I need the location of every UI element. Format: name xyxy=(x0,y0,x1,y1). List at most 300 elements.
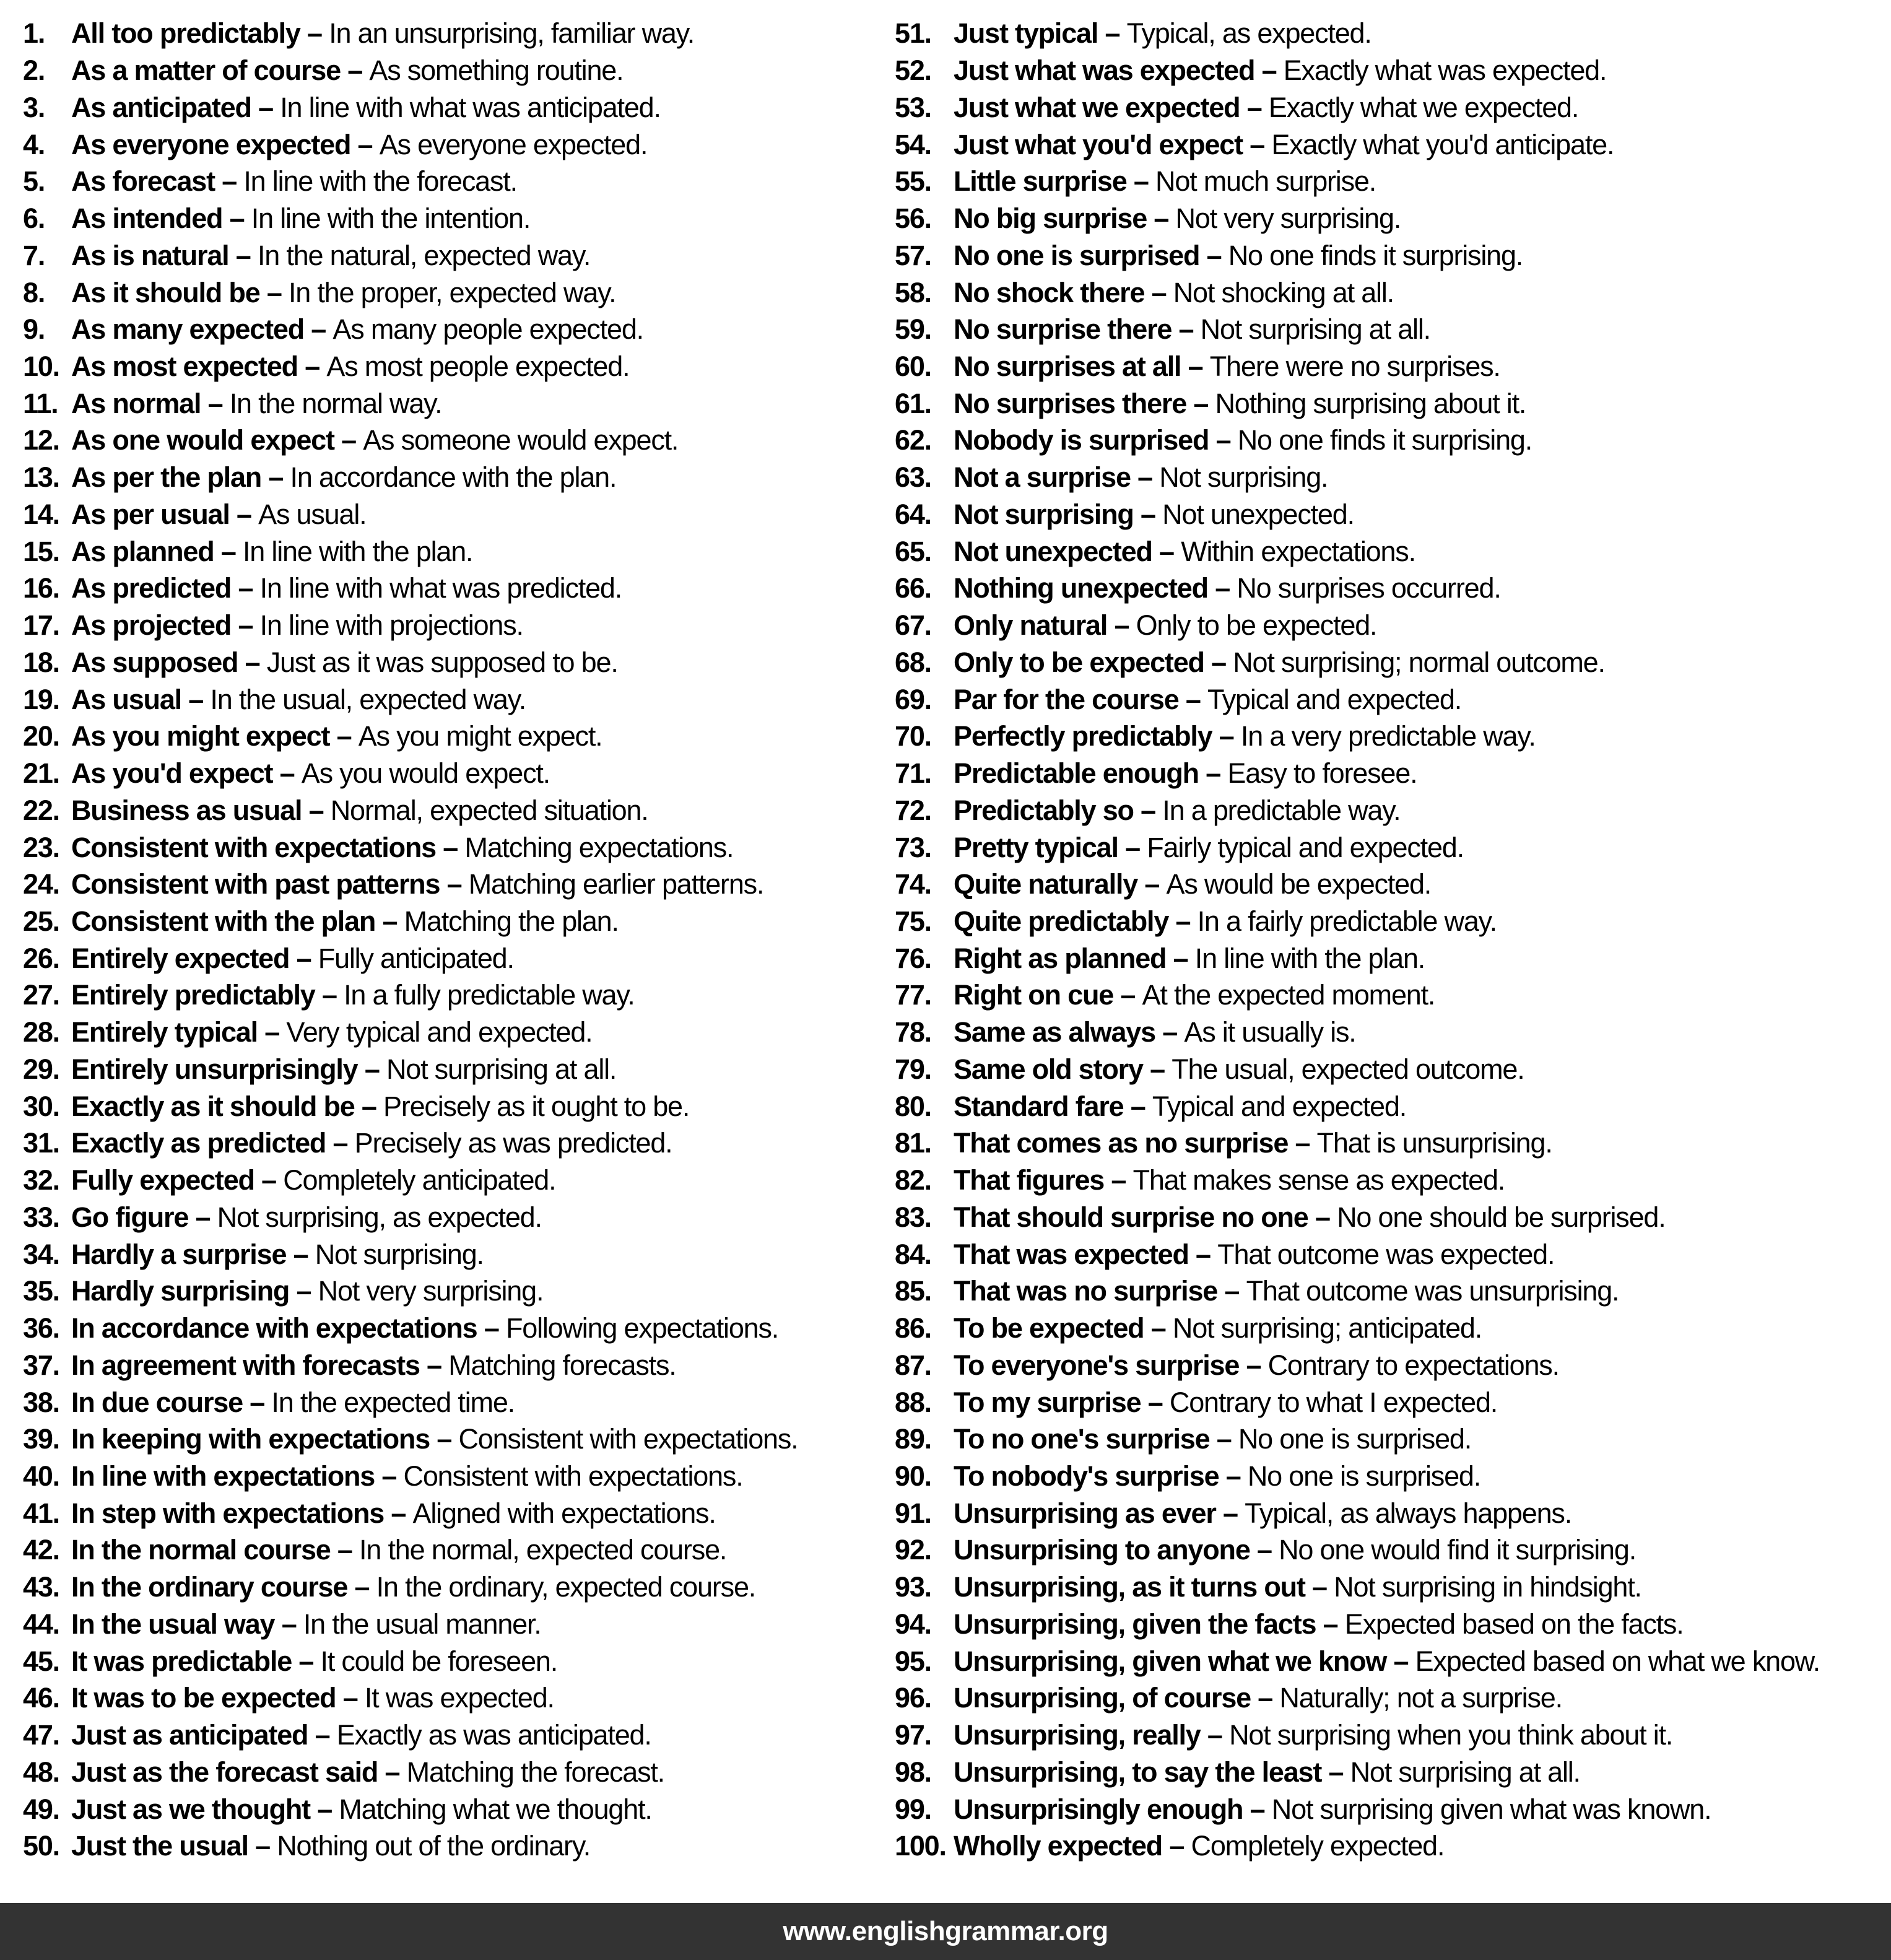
item-text xyxy=(71,1092,689,1120)
item-definition: Nothing surprising about it. xyxy=(1215,387,1526,419)
list-item xyxy=(23,1125,798,1162)
item-separator: – xyxy=(1219,1460,1248,1492)
item-text xyxy=(71,944,514,972)
item-number: 4. xyxy=(23,128,45,160)
item-text xyxy=(954,1277,1619,1305)
item-phrase: As you might expect xyxy=(71,720,330,752)
item-phrase: Unsurprisingly enough xyxy=(954,1793,1243,1825)
item-separator: – xyxy=(1321,1756,1350,1788)
item-definition: In line with the intention. xyxy=(251,203,531,235)
item-separator: – xyxy=(326,1127,355,1159)
list-item xyxy=(895,903,1820,940)
item-phrase: In the usual way xyxy=(71,1608,275,1640)
item-number: 52. xyxy=(895,54,931,87)
item-definition: Not surprising given what was known. xyxy=(1271,1793,1711,1825)
item-text xyxy=(71,1425,798,1453)
item-number: 20. xyxy=(23,720,59,752)
item-definition: Just as it was supposed to be. xyxy=(266,646,618,678)
item-separator: – xyxy=(1239,1349,1268,1381)
item-text xyxy=(71,1758,664,1786)
item-phrase: In step with expectations xyxy=(71,1497,385,1529)
footer-website-text: www.englishgrammar.org xyxy=(783,1916,1108,1946)
item-definition: Not surprising in hindsight. xyxy=(1334,1571,1641,1603)
item-number: 28. xyxy=(23,1016,59,1048)
item-text xyxy=(71,796,648,824)
list-item xyxy=(895,643,1820,681)
item-definition: Not surprising. xyxy=(1159,461,1328,494)
item-text xyxy=(71,907,619,935)
list-item xyxy=(895,718,1820,755)
item-text xyxy=(954,387,1526,419)
item-number: 49. xyxy=(23,1793,59,1825)
item-separator: – xyxy=(354,1090,383,1122)
item-text xyxy=(71,387,442,419)
item-definition: Typical, as always happens. xyxy=(1245,1497,1572,1529)
list-item xyxy=(895,1235,1820,1273)
list-item xyxy=(23,791,798,829)
item-phrase: Consistent with expectations xyxy=(71,831,436,863)
item-number: 14. xyxy=(23,498,59,530)
item-phrase: Perfectly predictably xyxy=(954,720,1212,752)
item-text xyxy=(71,1795,652,1823)
item-separator: – xyxy=(1107,609,1136,642)
item-text xyxy=(954,535,1415,567)
item-definition: That outcome was expected. xyxy=(1217,1238,1555,1270)
list-item xyxy=(895,52,1820,89)
item-separator: – xyxy=(238,646,267,678)
item-text xyxy=(954,54,1607,87)
item-separator: – xyxy=(214,535,243,567)
item-number: 85. xyxy=(895,1275,931,1307)
item-phrase: Unsurprising, really xyxy=(954,1719,1201,1751)
list-item xyxy=(895,533,1820,570)
item-number: 74. xyxy=(895,868,931,900)
item-phrase: As per the plan xyxy=(71,461,262,494)
item-separator: – xyxy=(1166,942,1195,974)
item-number: 31. xyxy=(23,1127,59,1159)
item-phrase: Par for the course xyxy=(954,683,1179,715)
item-separator: – xyxy=(1207,572,1237,604)
item-text xyxy=(954,1499,1571,1527)
item-definition: Not surprising when you think about it. xyxy=(1229,1719,1673,1751)
item-separator: – xyxy=(329,720,359,752)
item-text xyxy=(954,426,1532,454)
item-separator: – xyxy=(315,979,344,1011)
item-phrase: That was expected xyxy=(954,1238,1189,1270)
list-item xyxy=(23,1421,798,1458)
item-definition: Matching expectations. xyxy=(464,831,734,863)
list-item xyxy=(895,126,1820,163)
item-text xyxy=(954,1166,1505,1194)
list-item xyxy=(23,1273,798,1310)
item-text xyxy=(954,1647,1820,1675)
item-phrase: Not surprising xyxy=(954,498,1134,530)
item-definition: Not surprising; normal outcome. xyxy=(1233,646,1605,678)
item-definition: No surprises occurred. xyxy=(1237,572,1501,604)
item-text xyxy=(71,683,526,715)
item-text xyxy=(954,239,1523,271)
list-item xyxy=(895,1421,1820,1458)
item-definition: Fairly typical and expected. xyxy=(1147,831,1464,863)
list-item xyxy=(895,1273,1820,1310)
item-phrase: In due course xyxy=(71,1386,243,1418)
item-separator: – xyxy=(1178,683,1207,715)
item-phrase: No surprise there xyxy=(954,313,1172,346)
item-phrase: Entirely typical xyxy=(71,1016,258,1048)
item-separator: – xyxy=(248,1830,277,1862)
item-separator: – xyxy=(286,1238,315,1270)
item-number: 78. xyxy=(895,1016,931,1048)
item-number: 58. xyxy=(895,276,931,308)
item-text xyxy=(954,1314,1482,1342)
item-separator: – xyxy=(440,868,469,900)
item-phrase: Hardly surprising xyxy=(71,1275,290,1307)
item-number: 51. xyxy=(895,17,931,50)
item-phrase: Predictable enough xyxy=(954,757,1199,790)
item-phrase: Right on cue xyxy=(954,979,1114,1011)
item-definition: Not surprising; anticipated. xyxy=(1172,1312,1482,1344)
item-phrase: In the ordinary course xyxy=(71,1571,348,1603)
column-right xyxy=(895,15,1820,1865)
item-text xyxy=(954,1351,1559,1379)
item-definition: In a very predictable way. xyxy=(1240,720,1536,752)
item-phrase: To everyone's surprise xyxy=(954,1349,1240,1381)
list-item xyxy=(23,1162,798,1199)
list-item xyxy=(23,1087,798,1125)
item-definition: The usual, expected outcome. xyxy=(1172,1053,1524,1085)
item-separator: – xyxy=(375,1460,404,1492)
item-phrase: That was no surprise xyxy=(954,1275,1218,1307)
item-number: 57. xyxy=(895,239,931,271)
list-item xyxy=(23,718,798,755)
item-number: 75. xyxy=(895,905,931,937)
item-separator: – xyxy=(1386,1645,1415,1677)
list-item xyxy=(23,755,798,792)
item-separator: – xyxy=(257,1016,287,1048)
list-item xyxy=(23,1383,798,1421)
item-number: 61. xyxy=(895,387,931,419)
list-item xyxy=(895,1679,1820,1717)
item-phrase: As per usual xyxy=(71,498,230,530)
item-phrase: That comes as no surprise xyxy=(954,1127,1289,1159)
item-text xyxy=(954,1721,1672,1749)
list-item xyxy=(895,1458,1820,1495)
item-phrase: Business as usual xyxy=(71,794,302,826)
item-phrase: As normal xyxy=(71,387,201,419)
list-item xyxy=(23,126,798,163)
list-item xyxy=(895,866,1820,903)
item-separator: – xyxy=(254,1164,284,1196)
item-definition: In line with the forecast. xyxy=(243,165,517,198)
list-item xyxy=(895,15,1820,52)
item-definition: Consistent with expectations. xyxy=(403,1460,743,1492)
item-text xyxy=(71,1610,541,1638)
list-item xyxy=(895,237,1820,274)
item-phrase: That should surprise no one xyxy=(954,1201,1308,1233)
item-definition: Exactly what you'd anticipate. xyxy=(1271,128,1614,160)
item-definition: Completely anticipated. xyxy=(283,1164,556,1196)
item-number: 69. xyxy=(895,683,931,715)
list-item xyxy=(895,1606,1820,1643)
item-definition: Expected based on the facts. xyxy=(1344,1608,1684,1640)
item-separator: – xyxy=(274,1608,303,1640)
item-phrase: Exactly as it should be xyxy=(71,1090,355,1122)
item-text xyxy=(954,1536,1636,1564)
item-definition: Only to be expected. xyxy=(1136,609,1377,642)
item-separator: – xyxy=(357,1053,386,1085)
item-separator: – xyxy=(477,1312,506,1344)
item-definition: As everyone expected. xyxy=(379,128,648,160)
item-phrase: Unsurprising, given what we know xyxy=(954,1645,1387,1677)
list-item xyxy=(895,496,1820,533)
item-definition: Contrary to what I expected. xyxy=(1169,1386,1498,1418)
item-text xyxy=(954,683,1462,715)
list-item xyxy=(23,459,798,496)
item-number: 36. xyxy=(23,1312,59,1344)
item-separator: – xyxy=(300,17,329,50)
list-item xyxy=(895,274,1820,311)
item-definition: Typical and expected. xyxy=(1152,1090,1407,1122)
item-separator: – xyxy=(1172,313,1201,346)
list-item xyxy=(23,977,798,1014)
list-item xyxy=(23,1346,798,1383)
item-definition: No one finds it surprising. xyxy=(1228,239,1523,271)
item-text xyxy=(954,1425,1471,1453)
item-text xyxy=(71,313,643,346)
item-separator: – xyxy=(340,54,370,87)
item-text xyxy=(71,500,366,528)
item-definition: As most people expected. xyxy=(326,350,630,382)
list-item xyxy=(895,1162,1820,1199)
list-item xyxy=(23,1679,798,1717)
item-separator: – xyxy=(1212,720,1241,752)
item-definition: At the expected moment. xyxy=(1142,979,1435,1011)
item-phrase: Unsurprising as ever xyxy=(954,1497,1216,1529)
item-number: 32. xyxy=(23,1164,59,1196)
item-definition: Not surprising. xyxy=(315,1238,484,1270)
list-item xyxy=(23,52,798,89)
item-number: 2. xyxy=(23,54,45,87)
footer-bar xyxy=(0,1903,1891,1960)
list-item xyxy=(23,570,798,607)
item-separator: – xyxy=(1133,794,1163,826)
list-item xyxy=(895,459,1820,496)
item-number: 46. xyxy=(23,1682,59,1714)
list-item xyxy=(895,977,1820,1014)
item-number: 65. xyxy=(895,535,931,567)
list-item xyxy=(895,570,1820,607)
item-separator: – xyxy=(330,1534,360,1566)
item-definition: Very typical and expected. xyxy=(286,1016,593,1048)
item-definition: In the normal, expected course. xyxy=(359,1534,727,1566)
item-phrase: Quite predictably xyxy=(954,905,1169,937)
item-number: 82. xyxy=(895,1164,931,1196)
item-text xyxy=(954,1018,1356,1046)
item-text xyxy=(954,648,1605,676)
item-definition: Typical and expected. xyxy=(1207,683,1462,715)
item-number: 15. xyxy=(23,535,59,567)
item-definition: No one is surprised. xyxy=(1238,1423,1472,1455)
item-definition: Typical, as expected. xyxy=(1126,17,1372,50)
item-phrase: To no one's surprise xyxy=(954,1423,1210,1455)
item-separator: – xyxy=(1141,1386,1170,1418)
item-separator: – xyxy=(1113,979,1142,1011)
item-definition: As someone would expect. xyxy=(363,424,679,456)
item-text xyxy=(954,574,1501,602)
list-item xyxy=(23,1494,798,1531)
item-text xyxy=(71,239,591,271)
item-definition: Completely expected. xyxy=(1191,1830,1445,1862)
list-item xyxy=(895,829,1820,866)
list-item xyxy=(895,1827,1820,1865)
item-number: 72. xyxy=(895,794,931,826)
item-definition: In a fairly predictable way. xyxy=(1197,905,1497,937)
item-phrase: As anticipated xyxy=(71,91,251,123)
list-item xyxy=(23,1717,798,1754)
item-definition: That makes sense as expected. xyxy=(1132,1164,1505,1196)
item-phrase: No surprises there xyxy=(954,387,1187,419)
list-item xyxy=(23,829,798,866)
item-text xyxy=(71,648,618,676)
item-number: 95. xyxy=(895,1645,931,1677)
item-phrase: It was to be expected xyxy=(71,1682,336,1714)
item-text xyxy=(71,981,635,1009)
item-phrase: As you'd expect xyxy=(71,757,273,790)
list-item xyxy=(895,607,1820,644)
item-phrase: It was predictable xyxy=(71,1645,292,1677)
item-text xyxy=(954,461,1328,494)
item-number: 43. xyxy=(23,1571,59,1603)
item-phrase: To be expected xyxy=(954,1312,1144,1344)
item-text xyxy=(71,1499,716,1527)
item-separator: – xyxy=(242,1386,272,1418)
list-item xyxy=(23,1199,798,1236)
item-definition: Not surprising, as expected. xyxy=(217,1201,542,1233)
item-separator: – xyxy=(1186,387,1215,419)
item-text xyxy=(954,722,1536,750)
item-text xyxy=(71,128,648,160)
item-separator: – xyxy=(289,942,318,974)
item-definition: Aligned with expectations. xyxy=(412,1497,716,1529)
item-phrase: Entirely expected xyxy=(71,942,290,974)
item-number: 59. xyxy=(895,313,931,346)
item-phrase: Quite naturally xyxy=(954,868,1138,900)
item-number: 99. xyxy=(895,1793,931,1825)
item-text xyxy=(954,1462,1480,1490)
item-definition: Matching the plan. xyxy=(404,905,619,937)
item-number: 29. xyxy=(23,1053,59,1085)
item-separator: – xyxy=(1144,1312,1173,1344)
item-number: 86. xyxy=(895,1312,931,1344)
item-definition: In the natural, expected way. xyxy=(257,239,591,271)
list-item xyxy=(895,1310,1820,1347)
item-number: 5. xyxy=(23,165,45,198)
list-item xyxy=(895,939,1820,977)
item-number: 79. xyxy=(895,1053,931,1085)
item-number: 18. xyxy=(23,646,59,678)
item-text xyxy=(71,1240,484,1268)
item-definition: As usual. xyxy=(258,498,367,530)
item-separator: – xyxy=(308,1719,337,1751)
item-text xyxy=(954,165,1376,198)
list-item xyxy=(895,1790,1820,1827)
item-text xyxy=(71,203,531,235)
item-number: 35. xyxy=(23,1275,59,1307)
item-text xyxy=(71,1129,672,1157)
item-text xyxy=(71,461,617,494)
item-separator: – xyxy=(1130,461,1160,494)
item-phrase: Exactly as predicted xyxy=(71,1127,326,1159)
item-definition: As it usually is. xyxy=(1184,1016,1356,1048)
item-definition: Not much surprise. xyxy=(1155,165,1376,198)
list-item xyxy=(895,1642,1820,1679)
list-item xyxy=(23,643,798,681)
list-item xyxy=(895,1087,1820,1125)
item-number: 30. xyxy=(23,1090,59,1122)
item-number: 98. xyxy=(895,1756,931,1788)
item-phrase: Not a surprise xyxy=(954,461,1131,494)
item-definition: As something routine. xyxy=(369,54,624,87)
item-number: 8. xyxy=(23,276,45,308)
item-definition: In a predictable way. xyxy=(1162,794,1401,826)
item-phrase: As planned xyxy=(71,535,214,567)
item-number: 87. xyxy=(895,1349,931,1381)
item-number: 10. xyxy=(23,350,59,382)
item-number: 62. xyxy=(895,424,931,456)
item-number: 91. xyxy=(895,1497,931,1529)
item-separator: – xyxy=(1308,1201,1337,1233)
list-item xyxy=(23,607,798,644)
list-item xyxy=(895,1014,1820,1051)
item-phrase: Same as always xyxy=(954,1016,1155,1048)
item-phrase: As is natural xyxy=(71,239,229,271)
item-phrase: Just what was expected xyxy=(954,54,1255,87)
item-number: 88. xyxy=(895,1386,931,1418)
item-number: 63. xyxy=(895,461,931,494)
item-number: 64. xyxy=(895,498,931,530)
item-phrase: Same old story xyxy=(954,1053,1143,1085)
item-number: 9. xyxy=(23,313,45,346)
item-separator: – xyxy=(1200,1719,1230,1751)
item-phrase: Unsurprising, as it turns out xyxy=(954,1571,1305,1603)
item-separator: – xyxy=(251,91,280,123)
item-definition: In the usual, expected way. xyxy=(210,683,526,715)
list-item xyxy=(895,1346,1820,1383)
list-item xyxy=(895,89,1820,126)
item-phrase: In agreement with forecasts xyxy=(71,1349,420,1381)
item-text xyxy=(954,944,1425,972)
item-text xyxy=(71,1684,554,1712)
list-item xyxy=(23,681,798,718)
list-item xyxy=(23,1531,798,1569)
item-separator: – xyxy=(1215,1497,1245,1529)
item-text xyxy=(71,276,616,308)
item-definition: Following expectations. xyxy=(505,1312,779,1344)
item-separator: – xyxy=(1209,1423,1238,1455)
item-phrase: As most expected xyxy=(71,350,298,382)
item-separator: – xyxy=(222,203,251,235)
item-phrase: In line with expectations xyxy=(71,1460,375,1492)
list-item xyxy=(23,1310,798,1347)
item-text xyxy=(71,426,678,454)
item-separator: – xyxy=(181,683,211,715)
item-separator: – xyxy=(1147,203,1176,235)
item-phrase: In the normal course xyxy=(71,1534,331,1566)
item-separator: – xyxy=(231,609,260,642)
item-phrase: Nothing unexpected xyxy=(954,572,1208,604)
item-phrase: Unsurprising, to say the least xyxy=(954,1756,1322,1788)
list-item xyxy=(23,1642,798,1679)
